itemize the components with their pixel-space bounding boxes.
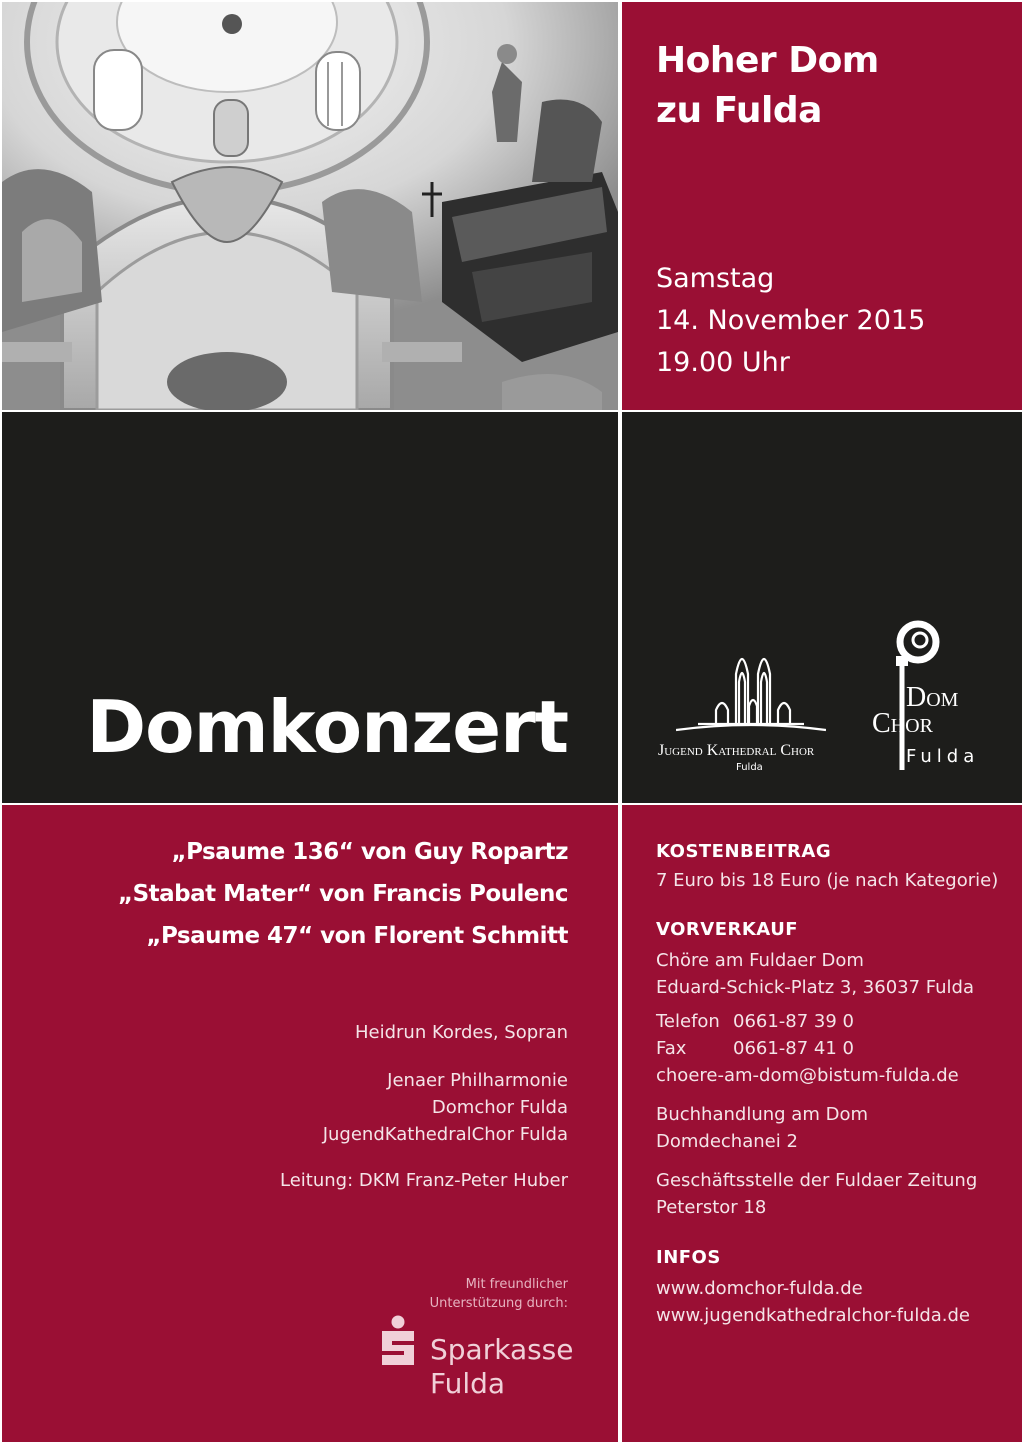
work-1: „Psaume 136“ von Guy Ropartz: [171, 839, 568, 865]
sponsor-note: [430, 1275, 568, 1313]
church-dome-interior-photo: [2, 2, 618, 410]
jugend-logo-line-2: Fulda: [736, 762, 763, 773]
phone-number: 0661-87 39 0: [733, 1011, 855, 1032]
ensembles: [323, 1067, 568, 1148]
fax-label: Fax: [656, 1038, 687, 1059]
domchor-logo-line-1: Dom: [906, 682, 959, 713]
url-jugendkathedralchor[interactable]: www.jugendkathedralchor-fulda.de: [656, 1305, 970, 1326]
venue-line-2: zu Fulda: [656, 90, 822, 131]
jugend-kathedral-chor-logo: [652, 644, 842, 774]
jugend-logo-line-1: Jugend Kathedral Chor: [658, 742, 815, 759]
event-day: Samstag: [656, 263, 775, 294]
cost-text: 7 Euro bis 18 Euro (je nach Kategorie): [656, 870, 999, 891]
church-dome-photo: [2, 2, 618, 410]
ensemble-3: JugendKathedralChor Fulda: [322, 1124, 568, 1145]
event-title: Domkonzert: [86, 685, 568, 769]
cost-heading: KOSTENBEITRAG: [656, 841, 832, 862]
cathedral-spires-icon: [676, 644, 826, 734]
sponsor-line-2: Unterstützung durch:: [429, 1296, 568, 1311]
domchor-fulda-logo: [872, 620, 1012, 780]
event-datetime: [656, 258, 925, 384]
sponsor-name-2: Fulda: [430, 1367, 506, 1400]
domchor-logo-line-3: Fulda: [906, 746, 980, 767]
ensemble-1: Jenaer Philharmonie: [387, 1070, 568, 1091]
venue-name: [656, 36, 879, 136]
fax-row: [656, 1035, 854, 1062]
phone-label: Telefon: [656, 1011, 720, 1032]
venue-line-1: Hoher Dom: [656, 40, 879, 81]
sparkasse-s-icon: [378, 1315, 418, 1371]
presale-org: Chöre am Fuldaer Dom: [656, 950, 864, 971]
conductor: Leitung: DKM Franz-Peter Huber: [280, 1170, 568, 1191]
infos-heading: INFOS: [656, 1247, 721, 1268]
event-time: 19.00 Uhr: [656, 347, 790, 378]
domchor-logo-line-2: Chor: [872, 708, 933, 739]
program-panel: [2, 805, 618, 1442]
work-2: „Stabat Mater“ von Francis Poulenc: [117, 881, 568, 907]
ensemble-2: Domchor Fulda: [431, 1097, 568, 1118]
email-link[interactable]: choere-am-dom@bistum-fulda.de: [656, 1065, 959, 1086]
event-date: 14. November 2015: [656, 305, 926, 336]
info-panel: [622, 805, 1022, 1442]
title-panel: [2, 412, 618, 803]
sponsor-name: [430, 1333, 574, 1401]
shop-2-address: Peterstor 18: [656, 1197, 767, 1218]
soloist: Heidrun Kordes, Sopran: [354, 1022, 568, 1043]
shop-2-name: Geschäftsstelle der Fuldaer Zeitung: [656, 1170, 978, 1191]
url-domchor[interactable]: www.domchor-fulda.de: [656, 1278, 863, 1299]
shop-1-name: Buchhandlung am Dom: [656, 1104, 868, 1125]
presale-address: Eduard-Schick-Platz 3, 36037 Fulda: [656, 977, 975, 998]
phone-row: [656, 1008, 854, 1035]
fax-number: 0661-87 41 0: [733, 1038, 855, 1059]
venue-date-panel: [622, 2, 1022, 410]
sponsor-name-1: Sparkasse: [430, 1333, 574, 1366]
sponsor-line-1: Mit freundlicher: [465, 1277, 568, 1292]
logos-panel: [622, 412, 1022, 803]
shop-1-address: Domdechanei 2: [656, 1131, 798, 1152]
presale-heading: VORVERKAUF: [656, 919, 799, 940]
work-3: „Psaume 47“ von Florent Schmitt: [146, 923, 568, 949]
